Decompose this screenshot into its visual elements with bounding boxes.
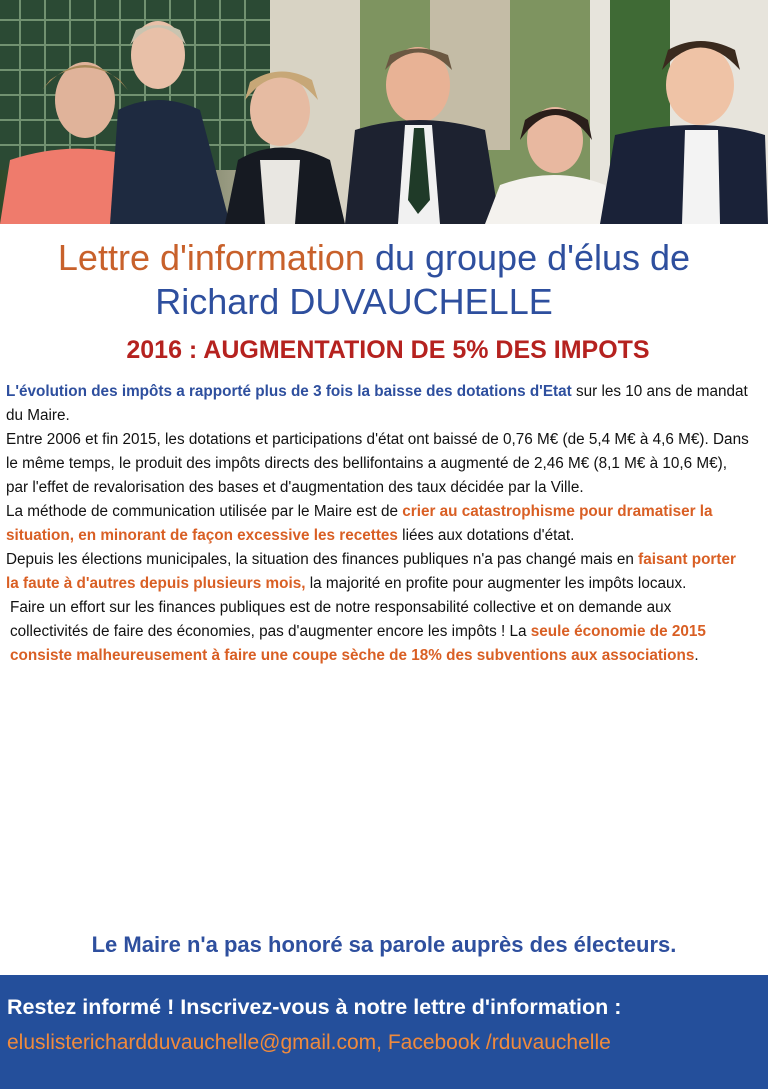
conclusion-statement: Le Maire n'a pas honoré sa parole auprès des électeurs. — [91, 932, 677, 957]
paragraph-1 — [6, 380, 752, 428]
paragraph-3 — [6, 500, 752, 548]
paragraph-1-text: sur les 10 ans de mandat du Maire. — [6, 383, 748, 424]
paragraph-1-emphasis: L'évolution des impôts a rapporté plus de 3 fois la baisse des dotations d'Etat — [6, 383, 572, 400]
paragraph-5-emphasis: seule économie de 2015 consiste malheureusement à faire une coupe sèche de 18% des subventions aux associations — [10, 623, 706, 664]
group-photo — [0, 0, 768, 224]
paragraph-5-start: Faire un effort sur les finances publiques est de notre responsabilité collective et on demande aux collectivités de faire des économies, pas d'augmenter encore les impôts ! La — [10, 599, 672, 640]
title-line-2: Richard DUVAUCHELLE — [155, 281, 553, 322]
paragraph-3-end: liées aux dotations d'état. — [397, 527, 575, 544]
paragraph-4-start: Depuis les élections municipales, la situation des finances publiques n'a pas changé mais en — [6, 551, 639, 568]
article-body — [6, 380, 752, 668]
title-rest: du groupe d'élus de — [364, 237, 691, 278]
paragraph-3-start: La méthode de communication utilisée par le Maire est de — [6, 503, 403, 520]
paragraph-3-emphasis: crier au catastrophisme pour dramatiser la situation, en minorant de façon excessive les recettes — [6, 503, 713, 544]
title-line-1 — [0, 236, 768, 280]
subscribe-call: Restez informé ! Inscrivez-vous à notre lettre d'information : — [7, 995, 622, 1019]
paragraph-5 — [6, 596, 752, 668]
subscribe-banner — [0, 975, 768, 1089]
paragraph-4-end: la majorité en profite pour augmenter les impôts locaux. — [305, 575, 687, 592]
title-highlight: Lettre d'information — [57, 237, 365, 278]
paragraph-5-end: . — [694, 647, 699, 664]
newsletter-title — [0, 236, 768, 324]
paragraph-2: Entre 2006 et fin 2015, les dotations et participations d'état ont baissé de 0,76 M€ (de 5,4 M€ à 4,6 M€). Dans le même temps, le produit des impôts directs des bellifontains a augmenté de 2,46 M€ (8,1 M€ à 10,6 M€), par l'effet de revalorisation des bases et d'augmentation des taux décidée par la Ville. — [6, 431, 749, 496]
paragraph-4-emphasis: faisant porter la faute à d'autres depuis plusieurs mois, — [6, 551, 736, 592]
paragraph-4 — [6, 548, 752, 596]
headline: 2016 : AUGMENTATION DE 5% DES IMPOTS — [126, 336, 650, 364]
contact-links[interactable]: eluslisterichardduvauchelle@gmail.com, Facebook /rduvauchelle — [7, 1031, 611, 1054]
